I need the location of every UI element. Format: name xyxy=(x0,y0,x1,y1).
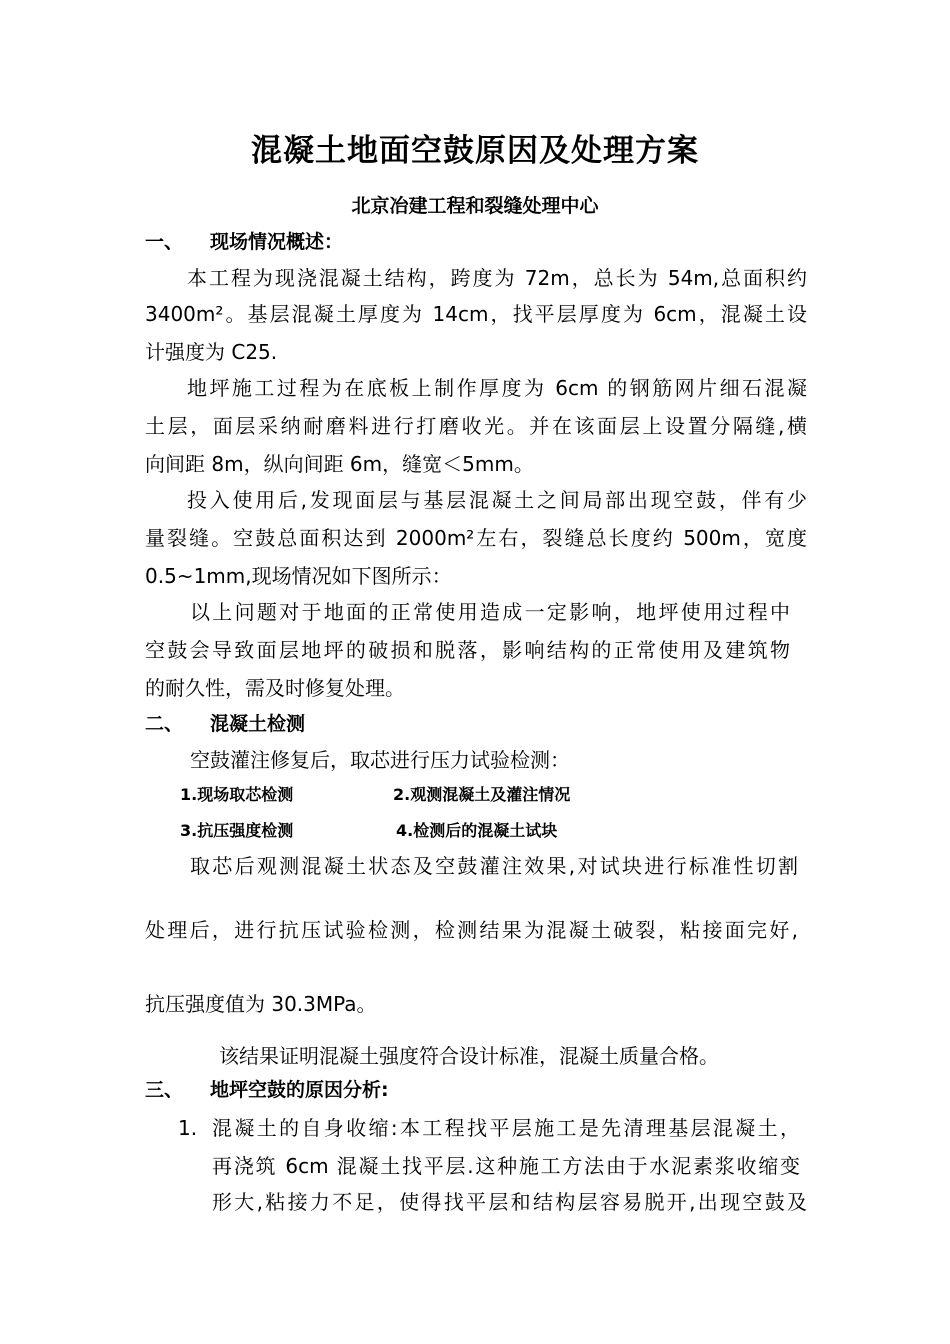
section-2-heading: 混凝土检测 xyxy=(210,713,306,735)
section-3-number: 三、 xyxy=(145,1079,184,1101)
paragraph-line: 计强度为 C25. xyxy=(145,340,278,364)
section-2-number: 二、 xyxy=(145,713,184,735)
paragraph-line: 量裂缝。空鼓总面积达到 2000m²左右，裂缝总长度约 500m，宽度 xyxy=(145,526,807,550)
figure-caption: 3.抗压强度检测 xyxy=(180,821,294,840)
paragraph-line: 地坪施工过程为在底板上制作厚度为 6cm 的钢筋网片细石混凝 xyxy=(187,376,807,400)
document-subtitle: 北京冶建工程和裂缝处理中心 xyxy=(351,195,599,217)
paragraph-line: 土层，面层采纳耐磨料进行打磨收光。并在该面层上设置分隔缝,横 xyxy=(145,414,807,438)
paragraph-line: 3400m²。基层混凝土厚度为 14cm，找平层厚度为 6cm，混凝土设 xyxy=(145,302,807,326)
list-item-line: 再浇筑 6cm 混凝土找平层.这种施工方法由于水泥素浆收缩变 xyxy=(212,1154,800,1178)
paragraph-line: 本工程为现浇混凝土结构，跨度为 72m，总长为 54m,总面积约 xyxy=(187,266,807,290)
paragraph-line: 投入使用后,发现面层与基层混凝土之间局部出现空鼓，伴有少 xyxy=(187,488,807,512)
document-title: 混凝土地面空鼓原因及处理方案 xyxy=(251,133,699,169)
figure-caption: 1.现场取芯检测 xyxy=(180,785,294,804)
paragraph-line: 取芯后观测混凝土状态及空鼓灌注效果,对试块进行标准性切割 xyxy=(190,854,798,878)
figure-caption: 4.检测后的混凝土试块 xyxy=(396,821,558,840)
list-item-line: 混凝土的自身收缩:本工程找平层施工是先清理基层混凝土， xyxy=(212,1116,800,1140)
list-number: 1. xyxy=(178,1116,198,1140)
paragraph-line: 抗压强度值为 30.3MPa。 xyxy=(145,992,377,1016)
paragraph-line: 处理后，进行抗压试验检测，检测结果为混凝土破裂，粘接面完好, xyxy=(145,918,798,942)
paragraph-line: 向间距 8m，纵向间距 6m，缝宽＜5mm。 xyxy=(145,452,534,476)
section-1-heading: 现场情况概述： xyxy=(210,231,344,253)
section-2-intro: 空鼓灌注修复后，取芯进行压力试验检测： xyxy=(190,748,570,772)
figure-caption: 2.观测混凝土及灌注情况 xyxy=(393,785,571,804)
list-item-line: 形大,粘接力不足，使得找平层和结构层容易脱开,出现空鼓及 xyxy=(212,1190,807,1214)
paragraph-line: 空鼓会导致面层地坪的破损和脱落，影响结构的正常使用及建筑物 xyxy=(145,638,790,662)
paragraph-line: 该结果证明混凝土强度符合设计标准，混凝土质量合格。 xyxy=(219,1044,719,1068)
section-1-number: 一、 xyxy=(145,231,184,253)
paragraph-line: 以上问题对于地面的正常使用造成一定影响，地坪使用过程中 xyxy=(190,600,790,624)
paragraph-line: 0.5~1mm,现场情况如下图所示： xyxy=(145,564,452,588)
section-3-heading: 地坪空鼓的原因分析: xyxy=(210,1079,389,1101)
paragraph-line: 的耐久性，需及时修复处理。 xyxy=(145,676,405,700)
